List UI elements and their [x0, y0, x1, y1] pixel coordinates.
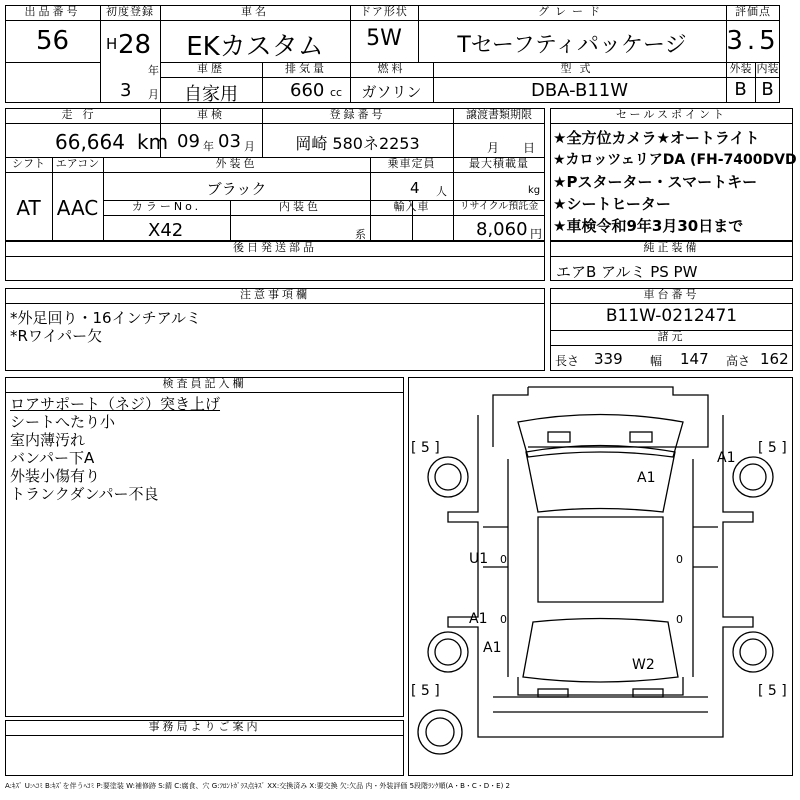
height-value: 162 [760, 350, 789, 368]
plate-label: 登録番号 [329, 108, 386, 121]
ac-label: エアコン [55, 157, 100, 170]
int-color-label: 内装色 [279, 200, 321, 213]
mileage-label: 走行 [61, 108, 104, 121]
color-no-label: カラーNo. [131, 200, 202, 213]
score-label: 評価点 [735, 5, 771, 18]
office-label: 事務局よりご案内 [148, 720, 261, 733]
inspection-month: 03 [218, 131, 241, 152]
tire-rear-left [428, 632, 468, 672]
selling-point: ★シートヒーター [553, 195, 671, 213]
tire-grade-front-right: [ 5 ] [758, 440, 787, 456]
damage-mark: A1 [469, 611, 488, 627]
load-label: 最大積載量 [469, 157, 529, 170]
ext-grade-label: 外装 [729, 62, 752, 75]
first-reg-year: 28 [118, 30, 152, 60]
damage-mark: A1 [637, 470, 656, 486]
damage-mark: A1 [717, 450, 736, 466]
hood-outline [518, 415, 683, 458]
lot-value: 56 [35, 26, 70, 56]
first-reg-month: 3 [120, 80, 132, 101]
selling-point: ★全方位カメラ★オートライト [553, 129, 760, 147]
year-unit: 年 [148, 64, 159, 77]
model-value: EKカスタム [186, 32, 324, 62]
displacement-unit: cc [330, 86, 343, 99]
width-value: 147 [680, 350, 709, 368]
tire-grade-rear-left: [ 5 ] [411, 683, 440, 699]
recycle-value: 8,060 [476, 219, 528, 240]
equipment-value: エアB アルミ PS PW [556, 263, 698, 281]
left-side [448, 447, 478, 707]
inspector-list [10, 395, 220, 503]
tire-grade-front-left: [ 5 ] [411, 440, 440, 456]
door-value: 5W [366, 26, 402, 51]
inspector-item: シートへたり小 [10, 413, 116, 431]
inspector-item: バンパー下A [10, 449, 95, 467]
selling-point: ★カロッツェリアDA (FH-7400DVD [553, 152, 797, 168]
chassis-label: 車台番号 [643, 288, 700, 301]
int-grade-value: B [761, 79, 774, 100]
int-grade-label: 内装 [756, 62, 779, 75]
fuel-value: ガソリン [361, 83, 422, 101]
import-label: 輸入車 [393, 200, 430, 213]
color-no-value: X42 [148, 220, 184, 241]
note-item: *外足回り・16インチアルミ [10, 309, 201, 327]
fuel-label: 燃料 [377, 62, 406, 75]
shift-label: シフト [12, 157, 45, 170]
selling-points-list [553, 127, 797, 237]
shift-value: AT [16, 196, 41, 220]
score-value: 3.5 [726, 26, 780, 56]
int-color-unit: 系 [355, 228, 366, 241]
door-label: ドア形状 [360, 5, 408, 18]
spare-tire [418, 710, 462, 754]
right-side [723, 447, 753, 707]
legend-text: A:ｷｽﾞ U:ﾍｺﾐ B:ｷｽﾞを伴うﾍｺﾐ P:要塗装 W:補修跡 S:錆 C:腐食、穴 G:ﾌﾛﾝﾄｶﾞﾗｽ点ｷｽﾞ XX:交換済み X:要交換 欠:欠品 内・外装評価 5段階ﾗﾝｸ順(A・B・C・D・E) 2 [5, 782, 510, 790]
grade-value: Tセーフティパッケージ [457, 33, 687, 58]
type-label: 型式 [560, 62, 599, 75]
selling-point: ★車検令和9年3月30日まで [553, 217, 744, 235]
ac-value: AAC [56, 196, 99, 220]
rear-window [523, 619, 678, 683]
zero-mark: 0 [676, 613, 683, 626]
tire-front-left [428, 457, 468, 497]
inspection-month-unit: 月 [244, 140, 255, 153]
length-label: 長さ [555, 354, 580, 368]
recycle-label: リサイクル預託金 [459, 201, 539, 212]
transfer-month: 月 [487, 141, 500, 155]
width-label: 幅 [650, 354, 663, 368]
height-label: 高さ [726, 354, 751, 368]
month-unit: 月 [148, 88, 159, 101]
transfer-label: 譲渡書類期限 [466, 108, 532, 121]
zero-mark: 0 [500, 553, 507, 566]
zero-mark: 0 [500, 613, 507, 626]
load-unit: kg [528, 185, 541, 196]
first-reg-label: 初度登録 [106, 5, 154, 18]
color-value: ブラック [206, 180, 267, 198]
displacement-value: 660 [290, 80, 325, 101]
selling-point: ★Pスターター・スマートキー [553, 173, 758, 191]
inspector-item: トランクダンパー不良 [10, 485, 159, 503]
capacity-value: 4 [410, 179, 420, 197]
capacity-label: 乗車定員 [387, 157, 436, 170]
transfer-day: 日 [523, 141, 536, 155]
equipment-label: 純正装備 [643, 241, 700, 254]
length-value: 339 [594, 350, 623, 368]
inspector-item: 外装小傷有り [10, 467, 101, 485]
mileage-value: 66,664 [55, 130, 125, 154]
mileage-unit: km [137, 130, 169, 154]
info-box [5, 108, 545, 241]
tire-grade-rear-right: [ 5 ] [758, 683, 787, 699]
history-value: 自家用 [184, 84, 238, 105]
damage-mark: A1 [483, 640, 502, 656]
inspector-item: 室内薄汚れ [10, 431, 86, 449]
inspector-item: ロアサポート（ネジ）突き上げ [10, 395, 221, 413]
later-parts-label: 後日発送部品 [233, 241, 317, 254]
capacity-unit: 人 [436, 185, 447, 198]
car-diagram [408, 377, 793, 776]
damage-mark: W2 [632, 657, 655, 673]
inspection-label: 車検 [197, 108, 225, 121]
inspection-year: 09 [177, 131, 200, 152]
color-label: 外装色 [215, 157, 258, 170]
inspector-label: 検査員記入欄 [162, 377, 247, 390]
zero-mark: 0 [676, 553, 683, 566]
selling-points-label: セールスポイント [615, 108, 727, 121]
ext-grade-value: B [734, 79, 747, 100]
lot-label: 出品番号 [24, 5, 81, 18]
recycle-unit: 円 [530, 227, 543, 241]
plate-value: 岡崎 580ネ2253 [295, 134, 420, 153]
damage-mark: U1 [469, 551, 489, 567]
chassis-value: B11W-0212471 [605, 306, 738, 326]
history-label: 車歴 [197, 62, 225, 75]
notes-label: 注意事項欄 [240, 288, 310, 301]
grade-label: グレード [538, 5, 606, 18]
tire-front-right [733, 457, 773, 497]
inspection-year-unit: 年 [203, 140, 214, 153]
model-label: 車名 [241, 5, 269, 18]
type-value: DBA-B11W [530, 80, 629, 101]
displacement-label: 排気量 [285, 62, 327, 75]
note-item: *Rワイパー欠 [10, 327, 103, 345]
notes-list [10, 309, 201, 345]
dims-label: 諸元 [657, 330, 686, 343]
era: H [106, 35, 118, 53]
roof [538, 517, 663, 602]
tire-rear-right [733, 632, 773, 672]
